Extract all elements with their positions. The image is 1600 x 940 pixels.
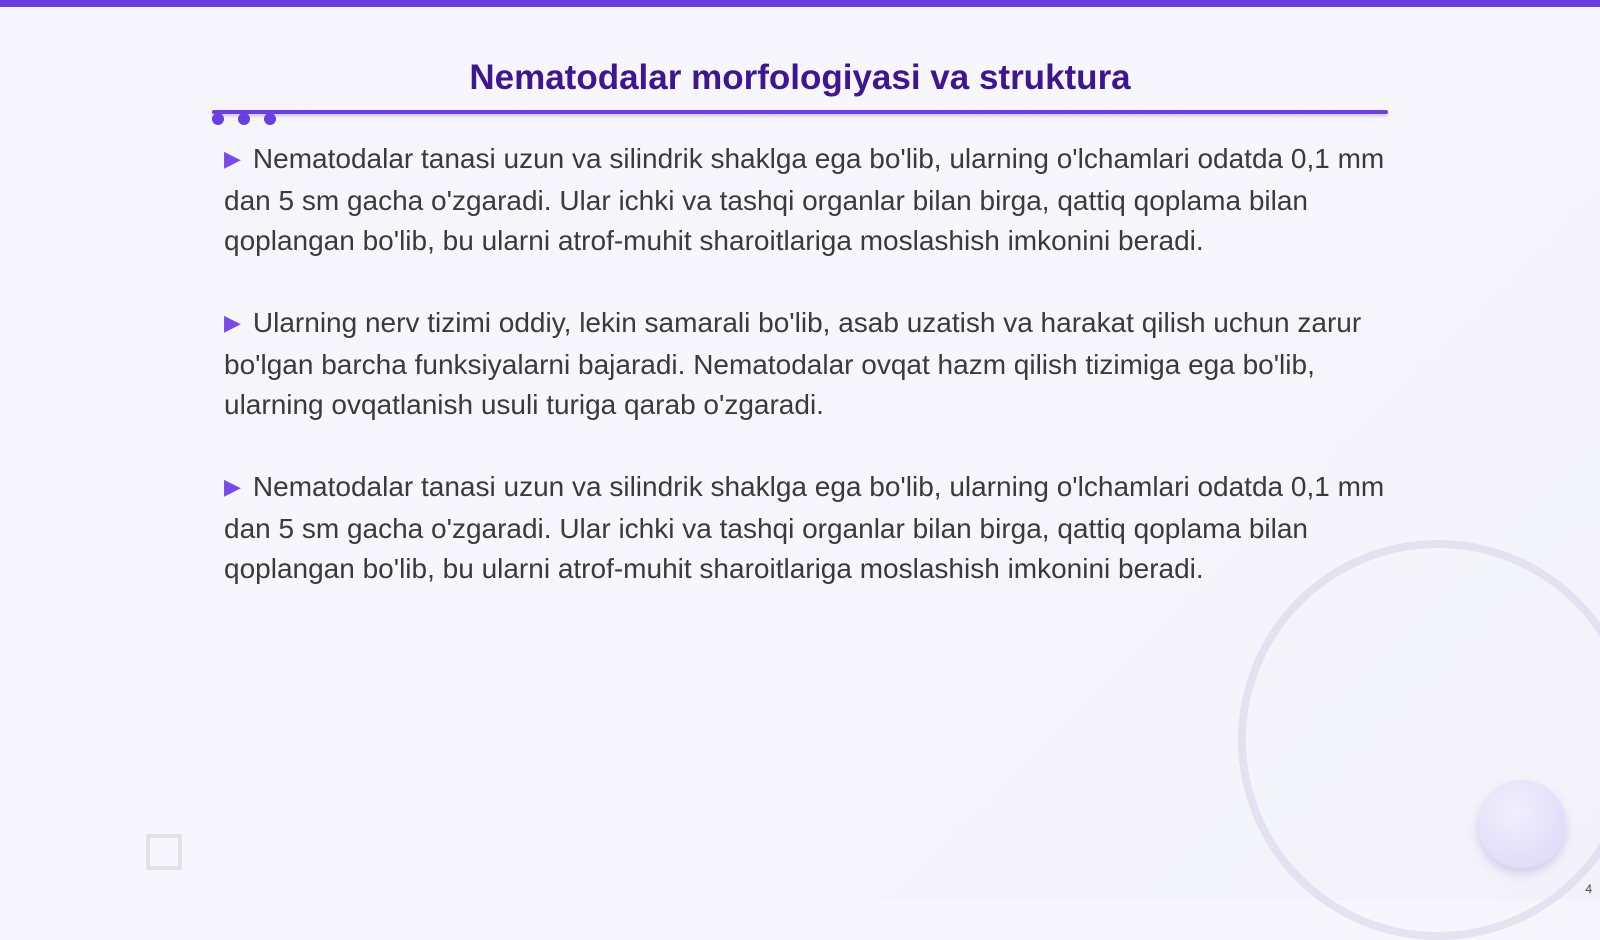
page-number: 4 <box>1585 882 1592 896</box>
decorative-circle <box>1478 780 1566 868</box>
triangle-right-icon: ▶ <box>224 310 241 335</box>
slide-title: Nematodalar morfologiyasi va struktura <box>469 58 1131 97</box>
decorative-dot <box>212 113 224 125</box>
decorative-dot <box>238 113 250 125</box>
decorative-dot <box>264 113 276 125</box>
title-underline <box>212 110 1388 114</box>
paragraph-text: Nematodalar tanasi uzun va silindrik shaklga ega bo'lib, ularning o'lchamlari odatda 0,1 mm dan 5 sm gacha o'zgaradi. Ular ichki va tashqi organlar bilan birga, qattiq qoplama bilan qoplangan bo'lib, bu ularni atrof-muhit sharoitlariga moslashish imkonini beradi. <box>224 471 1385 584</box>
bullet-paragraph <box>224 303 1394 425</box>
bullet-paragraph <box>224 139 1394 261</box>
paragraph-text: Ularning nerv tizimi oddiy, lekin samarali bo'lib, asab uzatish va harakat qilish uchun zarur bo'lgan barcha funksiyalarni bajaradi. Nematodalar ovqat hazm qilish tizimiga ega bo'lib, ularning ovqatlanish usuli turiga qarab o'zgaradi. <box>224 307 1362 420</box>
triangle-right-icon: ▶ <box>224 146 241 171</box>
triangle-right-icon: ▶ <box>224 474 241 499</box>
decorative-square <box>146 834 182 870</box>
slide-content <box>224 139 1394 631</box>
bullet-paragraph <box>224 467 1394 589</box>
top-accent-bar <box>0 0 1600 7</box>
paragraph-text: Nematodalar tanasi uzun va silindrik shaklga ega bo'lib, ularning o'lchamlari odatda 0,1 mm dan 5 sm gacha o'zgaradi. Ular ichki va tashqi organlar bilan birga, qattiq qoplama bilan qoplangan bo'lib, bu ularni atrof-muhit sharoitlariga moslashish imkonini beradi. <box>224 143 1385 256</box>
